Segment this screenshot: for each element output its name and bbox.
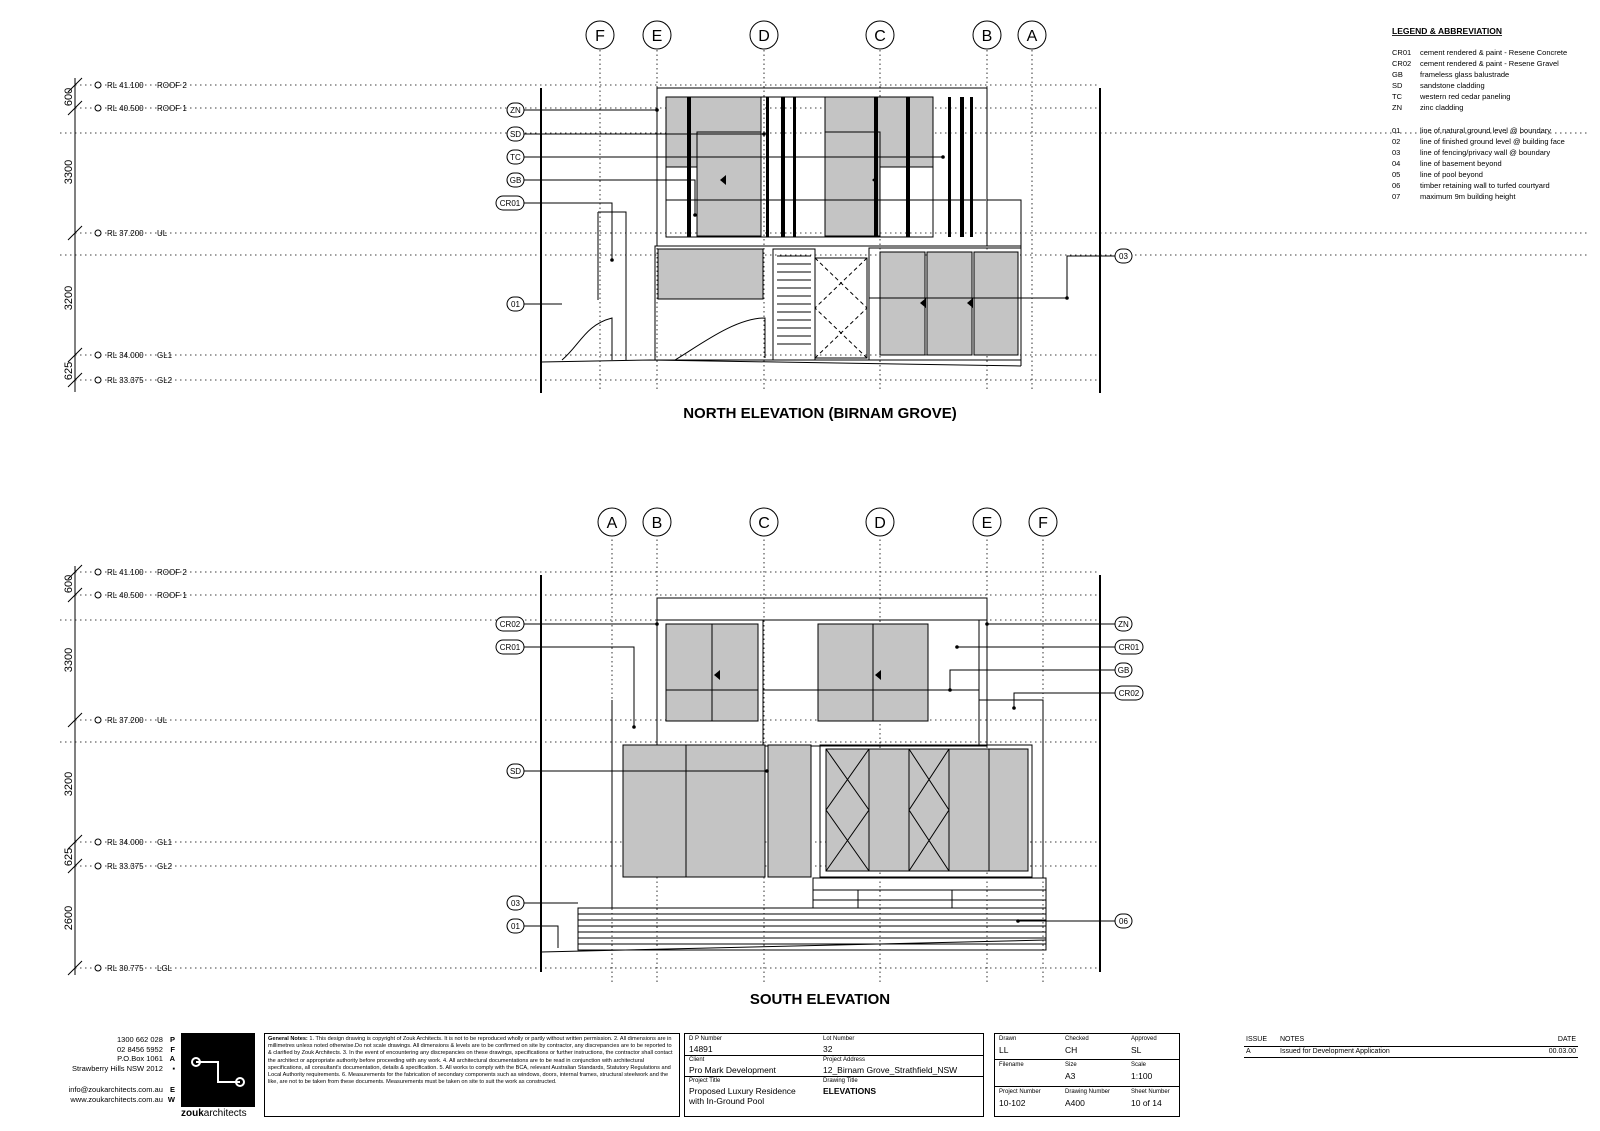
svg-text:RL 33.375: RL 33.375 xyxy=(107,376,144,385)
north-grid-bubble-a xyxy=(1018,21,1046,49)
grid-label: A xyxy=(1026,28,1038,45)
svg-text:GL1: GL1 xyxy=(157,351,173,360)
date-header: DATE xyxy=(1557,1036,1576,1043)
svg-text:RL 37.200: RL 37.200 xyxy=(107,229,144,238)
south-elevation xyxy=(60,508,1143,1008)
sheet-number: 10 of 14 xyxy=(1131,1098,1162,1108)
svg-text:03: 03 xyxy=(511,899,520,908)
issue-header: ISSUE xyxy=(1246,1036,1268,1043)
north-grid-bubble-c xyxy=(866,21,894,49)
legend-row xyxy=(1392,48,1567,57)
svg-text:western red cedar paneling: western red cedar paneling xyxy=(1420,92,1511,101)
contact-line: Strawberry Hills NSW 2012 ▪ xyxy=(72,1063,175,1073)
south-elevation-title: SOUTH ELEVATION xyxy=(749,991,891,1008)
issue-row: A Issued for Development Application 00.03.00 xyxy=(1244,1047,1578,1058)
dim-2600: 2600 xyxy=(63,905,75,931)
svg-text:frameless glass balustrade: frameless glass balustrade xyxy=(1420,70,1510,79)
svg-text:CR01: CR01 xyxy=(1392,48,1412,57)
entry-stair xyxy=(777,256,811,344)
project-number: 10-102 xyxy=(999,1098,1026,1108)
zouk-logo xyxy=(181,1033,255,1107)
project-info-box: D P Number 14891 Lot Number 32 Client Pro Mark Development Project Address 12_Birnam Grove_Strathfield_NSW Project Title Proposed Luxury Residence with In-Ground Pool Drawing Title ELEVATIONS xyxy=(684,1033,984,1117)
bifold-doors xyxy=(826,749,1028,871)
dim-3200: 3200 xyxy=(63,285,75,311)
project-address: 12_Birnam Grove_Strathfield_NSW xyxy=(823,1065,958,1075)
svg-text:TC: TC xyxy=(1392,92,1402,101)
svg-text:timber retaining wall to turfe: timber retaining wall to turfed courtyard xyxy=(1420,181,1550,190)
drawing-info-box: Drawn LL Checked CH Approved SL Filename Size A3 Scale 1:100 Project Number 10-102 Drawing Number A400 Sheet Number 10 of 14 xyxy=(994,1033,1180,1117)
south-tag-01 xyxy=(507,919,558,948)
level-marker xyxy=(95,351,173,360)
svg-text:CR01: CR01 xyxy=(499,643,521,652)
svg-text:CR02: CR02 xyxy=(1392,59,1412,68)
svg-text:cement rendered & paint - Rese: cement rendered & paint - Resene Concrete xyxy=(1420,48,1568,57)
lot-number: 32 xyxy=(823,1044,833,1054)
legend-note xyxy=(1392,126,1551,135)
svg-text:04: 04 xyxy=(1392,159,1401,168)
web-link[interactable]: www.zoukarchitects.com.au W xyxy=(70,1094,175,1104)
svg-text:LGL: LGL xyxy=(157,964,173,973)
south-tag-cr01 xyxy=(496,640,636,729)
svg-text:ROOF 1: ROOF 1 xyxy=(157,104,187,113)
level-marker xyxy=(95,229,168,238)
legend xyxy=(1392,26,1567,201)
south-grid-bubble-b xyxy=(643,508,671,536)
grid-label: F xyxy=(595,28,605,45)
svg-text:UL: UL xyxy=(157,716,168,725)
dim-625: 625 xyxy=(63,361,75,381)
svg-text:GL2: GL2 xyxy=(157,376,173,385)
svg-text:line of natural ground level @: line of natural ground level @ boundary xyxy=(1420,126,1552,135)
checked-by: CH xyxy=(1065,1045,1078,1055)
contact-line: 1300 662 028 P xyxy=(117,1035,175,1044)
south-tag-gb xyxy=(948,663,1132,692)
svg-text:CR02: CR02 xyxy=(499,620,521,629)
dim-625: 625 xyxy=(63,847,75,867)
north-tag-03 xyxy=(1065,249,1132,300)
general-notes-box: General Notes: 1. This design drawing is copyright of Zouk Architects. It is not to be reproduced wholly or partly without written permission. 2. All dimensions are in millimetres unless noted otherwise.Do not scale drawings. All dimensions & levels are to be confirmed on site by contractor, any discrepancies are to be reported to & clarified by Zouk Architects. 3. In the event of encountering any discrepancies on these drawings, specifications or further instructions, the contractor shall contact the architect or appropriate authority before proceeding with any work. 4. All architectural documentations are to be read in conjunction with architectural specifications, all consultant's documentation, details & specification. 5. All works to comply with the BCA, relevant Australian Standards, Statutory Regulations and Local Authority requirements. 6. Measurements for the fabrication of secondary components such as windows, doors, internal frames, structural steelwork and the like, are not to be taken from these documents. Measurements must be taken on site to suit the work as constructed. xyxy=(264,1033,680,1117)
brand-name: zoukarchitects xyxy=(181,1108,247,1119)
drawn-by: LL xyxy=(999,1045,1009,1055)
svg-text:GB: GB xyxy=(509,176,522,185)
level-marker xyxy=(95,568,187,577)
south-grid-bubble-d xyxy=(866,508,894,536)
legend-row xyxy=(1392,59,1559,68)
svg-text:RL 41.100: RL 41.100 xyxy=(107,568,144,577)
level-marker xyxy=(95,104,187,113)
legend-title: LEGEND & ABBREVIATION xyxy=(1392,26,1503,36)
svg-text:line of finished ground level: line of finished ground level @ building face xyxy=(1420,137,1565,146)
contact-line: P.O.Box 1061 A xyxy=(117,1054,175,1063)
svg-text:01: 01 xyxy=(511,300,520,309)
svg-text:UL: UL xyxy=(157,229,168,238)
svg-text:01: 01 xyxy=(511,922,520,931)
north-tag-01 xyxy=(507,297,562,311)
svg-text:line of basement beyond: line of basement beyond xyxy=(1420,159,1502,168)
grid-label: D xyxy=(874,515,886,532)
svg-text:CR02: CR02 xyxy=(1118,689,1140,698)
svg-text:ROOF 2: ROOF 2 xyxy=(157,81,187,90)
south-tag-cr01-right xyxy=(955,640,1143,654)
north-grid-bubble-f xyxy=(586,21,614,49)
dim-600: 600 xyxy=(63,87,75,107)
svg-text:RL 33.375: RL 33.375 xyxy=(107,862,144,871)
svg-text:05: 05 xyxy=(1392,170,1401,179)
north-elevation xyxy=(60,21,1590,422)
level-marker xyxy=(95,376,173,385)
svg-text:07: 07 xyxy=(1392,192,1401,201)
south-tag-cr02-right xyxy=(1012,686,1143,710)
grid-label: B xyxy=(981,28,993,45)
client: Pro Mark Development xyxy=(689,1065,776,1075)
sheet-size: A3 xyxy=(1065,1071,1076,1081)
svg-text:01: 01 xyxy=(1392,126,1401,135)
south-dimension-string xyxy=(63,565,82,975)
svg-text:sandstone cladding: sandstone cladding xyxy=(1420,81,1485,90)
svg-text:GB: GB xyxy=(1117,666,1130,675)
project-title-line1: Proposed Luxury Residence xyxy=(689,1086,796,1096)
south-tag-cr02 xyxy=(496,617,659,631)
legend-row xyxy=(1392,70,1509,79)
svg-text:RL 40.500: RL 40.500 xyxy=(107,104,144,113)
south-grid-bubble-a xyxy=(598,508,626,536)
notes-header: NOTES xyxy=(1280,1036,1305,1043)
grid-label: A xyxy=(606,515,618,532)
north-grid-bubble-b xyxy=(973,21,1001,49)
email-link[interactable]: info@zoukarchitects.com.au E xyxy=(68,1085,175,1094)
grid-label: C xyxy=(758,515,770,532)
svg-text:RL 34.000: RL 34.000 xyxy=(107,351,144,360)
svg-text:SD: SD xyxy=(509,767,522,776)
svg-text:line of pool beyond: line of pool beyond xyxy=(1420,170,1483,179)
drawing-number: A400 xyxy=(1065,1098,1085,1108)
north-tag-cr01 xyxy=(496,196,614,262)
legend-note xyxy=(1392,148,1550,157)
svg-text:RL 30.775: RL 30.775 xyxy=(107,964,144,973)
south-level-markers xyxy=(95,568,187,973)
svg-text:CR01: CR01 xyxy=(1118,643,1140,652)
level-marker xyxy=(95,716,168,725)
dim-3300: 3300 xyxy=(63,647,75,673)
level-marker xyxy=(95,964,173,973)
level-marker xyxy=(95,862,173,871)
north-building-facade xyxy=(541,88,1115,366)
svg-text:cement rendered & paint - Rese: cement rendered & paint - Resene Gravel xyxy=(1420,59,1559,68)
svg-text:ROOF 2: ROOF 2 xyxy=(157,568,187,577)
south-grid-bubble-e xyxy=(973,508,1001,536)
svg-text:GL2: GL2 xyxy=(157,862,173,871)
svg-text:03: 03 xyxy=(1119,252,1128,261)
north-tag-gb xyxy=(507,173,697,217)
svg-text:ZN: ZN xyxy=(510,106,521,115)
svg-text:RL 41.100: RL 41.100 xyxy=(107,81,144,90)
svg-text:06: 06 xyxy=(1392,181,1401,190)
legend-note xyxy=(1392,159,1502,168)
legend-note xyxy=(1392,137,1565,146)
north-grid-bubble-d xyxy=(750,21,778,49)
svg-text:zinc cladding: zinc cladding xyxy=(1420,103,1464,112)
grid-label: C xyxy=(874,28,886,45)
svg-text:RL 40.500: RL 40.500 xyxy=(107,591,144,600)
issue-table xyxy=(1244,1036,1578,1058)
north-elevation-title: NORTH ELEVATION (BIRNAM GROVE) xyxy=(683,405,957,422)
svg-text:maximum 9m building height: maximum 9m building height xyxy=(1420,192,1516,201)
north-dimension-string xyxy=(63,78,82,392)
svg-text:SD: SD xyxy=(1392,81,1403,90)
legend-note xyxy=(1392,192,1516,201)
approved-by: SL xyxy=(1131,1045,1142,1055)
svg-text:02: 02 xyxy=(1392,137,1401,146)
svg-text:ROOF 1: ROOF 1 xyxy=(157,591,187,600)
south-grid-bubble-c xyxy=(750,508,778,536)
dim-3300: 3300 xyxy=(63,159,75,185)
svg-text:RL 34.000: RL 34.000 xyxy=(107,838,144,847)
north-grid-bubble-e xyxy=(643,21,671,49)
svg-text:06: 06 xyxy=(1119,917,1128,926)
north-tag-zn xyxy=(507,103,659,117)
svg-text:GB: GB xyxy=(1392,70,1403,79)
contact-line: 02 8456 5952 F xyxy=(117,1044,175,1054)
grid-label: F xyxy=(1038,515,1048,532)
contact-block xyxy=(40,1035,175,1104)
svg-text:CR01: CR01 xyxy=(499,199,521,208)
south-grid-bubble-f xyxy=(1029,508,1057,536)
level-marker xyxy=(95,838,173,847)
legend-row xyxy=(1392,103,1463,112)
svg-text:ZN: ZN xyxy=(1392,103,1402,112)
dim-600: 600 xyxy=(63,574,75,594)
grid-label: D xyxy=(758,28,770,45)
legend-row xyxy=(1392,92,1510,101)
dp-number: 14891 xyxy=(689,1044,713,1054)
legend-note xyxy=(1392,181,1550,190)
scale: 1:100 xyxy=(1131,1071,1153,1081)
svg-text:TC: TC xyxy=(510,153,521,162)
level-marker xyxy=(95,81,187,90)
drawing-title: ELEVATIONS xyxy=(823,1086,877,1096)
svg-text:line of fencing/privacy wall @: line of fencing/privacy wall @ boundary xyxy=(1420,148,1551,157)
legend-row xyxy=(1392,81,1485,90)
project-title-line2: with In-Ground Pool xyxy=(689,1096,765,1106)
svg-text:SD: SD xyxy=(509,130,522,139)
south-tag-03 xyxy=(507,896,578,910)
grid-label: E xyxy=(981,515,993,532)
north-level-markers xyxy=(95,81,187,385)
grid-label: E xyxy=(651,28,663,45)
svg-text:GL1: GL1 xyxy=(157,838,173,847)
legend-note xyxy=(1392,170,1483,179)
level-marker xyxy=(95,591,187,600)
svg-text:03: 03 xyxy=(1392,148,1401,157)
south-building-facade xyxy=(541,598,1046,952)
svg-text:RL 37.200: RL 37.200 xyxy=(107,716,144,725)
dim-3200: 3200 xyxy=(63,771,75,797)
svg-text:ZN: ZN xyxy=(1118,620,1129,629)
south-tag-zn xyxy=(985,617,1132,631)
grid-label: B xyxy=(651,515,663,532)
